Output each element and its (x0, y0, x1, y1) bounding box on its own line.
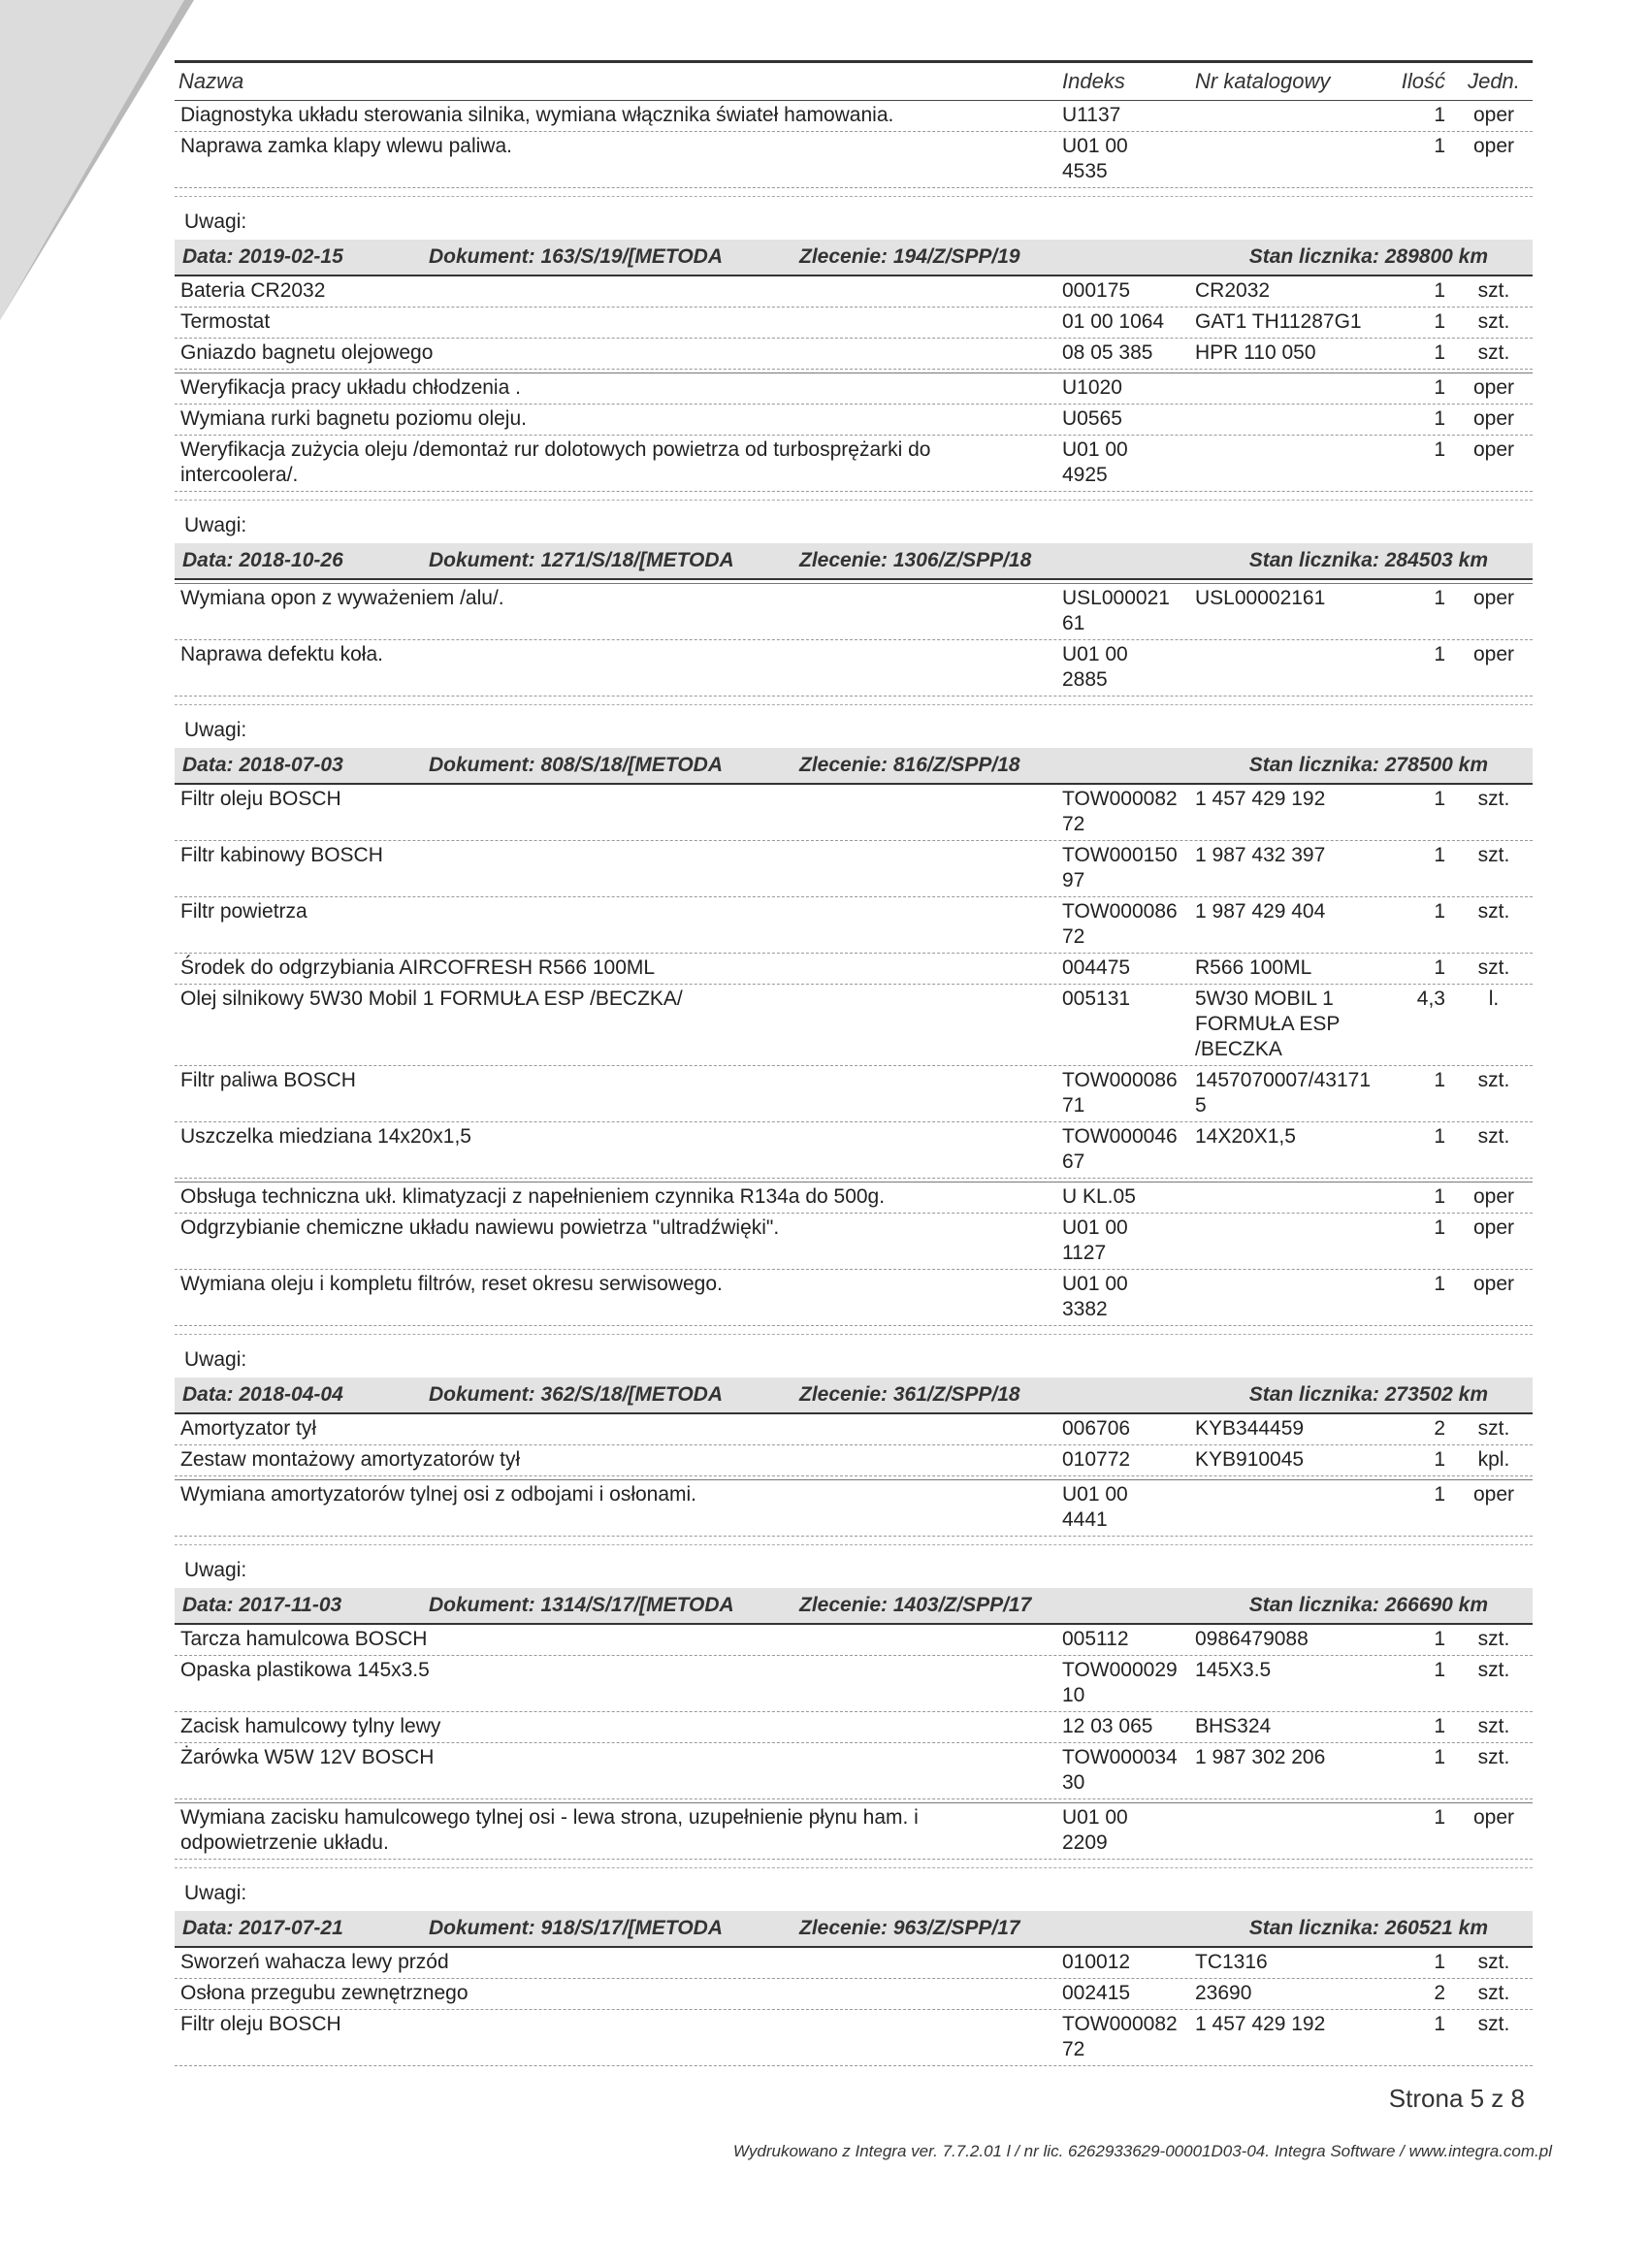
service-header (175, 1588, 1533, 1625)
item-unit: szt. (1477, 844, 1510, 866)
labor-row (175, 405, 1533, 436)
part-row (175, 1712, 1533, 1743)
item-index: 004475 (1062, 956, 1131, 979)
service-document: Dokument: 1271/S/18/[METODA (429, 549, 734, 571)
part-row (175, 132, 1533, 188)
item-quantity: 1 (1434, 1746, 1445, 1768)
service-document: Dokument: 808/S/18/[METODA (429, 754, 724, 776)
item-catalog-number: 1 457 429 192 (1195, 2013, 1326, 2035)
print-footer: Wydrukowano z Integra ver. 7.7.2.01 l / nr lic. 6262933629-00001D03-04. Integra Software / www.integra.com.pl (732, 2142, 1552, 2160)
item-unit: szt. (1477, 1417, 1510, 1440)
item-catalog-number: 1 987 302 206 (1195, 1746, 1326, 1768)
item-name: Amortyzator tył (180, 1417, 317, 1440)
item-unit: oper (1472, 1806, 1515, 1829)
item-quantity: 4,3 (1416, 988, 1445, 1010)
item-name: Naprawa defektu koła. (180, 643, 383, 665)
part-row (175, 1656, 1533, 1712)
item-index: U01 00 3382 (1062, 1273, 1128, 1320)
column-catalog-header: Nr katalogowy (1195, 69, 1331, 93)
item-quantity: 1 (1434, 1069, 1445, 1091)
part-row (175, 1743, 1533, 1799)
item-name: Filtr kabinowy BOSCH (180, 844, 383, 866)
item-quantity: 1 (1434, 1448, 1445, 1471)
item-unit: szt. (1477, 900, 1510, 923)
item-index: USL000021 61 (1062, 587, 1170, 634)
item-name: Filtr powietrza (180, 900, 307, 923)
item-name: Bateria CR2032 (180, 279, 326, 302)
item-catalog-number: CR2032 (1195, 279, 1271, 302)
service-order: Zlecenie: 963/Z/SPP/17 (799, 1917, 1020, 1939)
item-index: 01 00 1064 (1062, 310, 1165, 333)
labor-row (175, 1182, 1533, 1214)
part-row (175, 1445, 1533, 1476)
service-odometer: Stan licznika: 266690 km (1248, 1594, 1488, 1616)
item-quantity: 1 (1434, 956, 1445, 979)
service-date: Data: 2018-07-03 (182, 754, 343, 776)
service-document: Dokument: 163/S/19/[METODA (429, 245, 724, 268)
item-unit: szt. (1477, 1951, 1510, 1973)
part-row (175, 954, 1533, 985)
item-unit: szt. (1477, 279, 1510, 302)
item-catalog-number: GAT1 TH11287G1 (1195, 310, 1362, 333)
item-quantity: 1 (1434, 2013, 1445, 2035)
lead-rows (175, 101, 1533, 188)
item-quantity: 1 (1434, 1951, 1445, 1973)
item-name: Filtr paliwa BOSCH (180, 1069, 356, 1091)
item-unit: oper (1472, 135, 1515, 157)
service-order: Zlecenie: 361/Z/SPP/18 (799, 1383, 1020, 1406)
item-quantity: 1 (1434, 1483, 1445, 1506)
item-name: Olej silnikowy 5W30 Mobil 1 FORMUŁA ESP /BECZKA/ (180, 988, 683, 1010)
item-quantity: 2 (1434, 1417, 1445, 1440)
item-name: Filtr oleju BOSCH (180, 2013, 341, 2035)
item-catalog-number: KYB344459 (1195, 1417, 1305, 1440)
part-row (175, 985, 1533, 1066)
remarks-label: Uwagi: (175, 1544, 1533, 1588)
item-unit: szt. (1477, 1982, 1510, 2004)
column-qty-header: Ilość (1401, 69, 1445, 93)
item-index: U01 00 4441 (1062, 1483, 1128, 1531)
service-header (175, 748, 1533, 785)
item-name: Wymiana zacisku hamulcowego tylnej osi - lewa strona, uzupełnienie płynu ham. i odpowietrzenie układu. (180, 1806, 919, 1854)
item-unit: oper (1472, 643, 1515, 665)
labor-row (175, 1479, 1533, 1537)
item-catalog-number: 1 987 432 397 (1195, 844, 1326, 866)
item-name: Weryfikacja zużycia oleju /demontaż rur dolotowych powietrza od turbosprężarki do intercoolera/. (180, 438, 931, 486)
item-catalog-number: 23690 (1195, 1982, 1252, 2004)
table-header (175, 63, 1533, 101)
service-date: Data: 2017-11-03 (182, 1594, 342, 1616)
service-document: Dokument: 1314/S/17/[METODA (429, 1594, 734, 1616)
column-unit-header: Jedn. (1468, 69, 1520, 93)
item-index: TOW000082 72 (1062, 2013, 1178, 2060)
service-date: Data: 2018-04-04 (182, 1383, 343, 1406)
item-index: 010772 (1062, 1448, 1131, 1471)
item-quantity: 1 (1434, 1806, 1445, 1829)
item-index: U0565 (1062, 407, 1122, 430)
item-index: 010012 (1062, 1951, 1131, 1973)
item-quantity: 1 (1434, 1659, 1445, 1681)
service-header (175, 240, 1533, 276)
service-odometer: Stan licznika: 289800 km (1248, 245, 1488, 268)
item-name: Odgrzybianie chemiczne układu nawiewu powietrza "ultradźwięki". (180, 1216, 780, 1239)
item-index: U01 00 2209 (1062, 1806, 1128, 1854)
item-unit: szt. (1477, 1069, 1510, 1091)
part-row (175, 339, 1533, 370)
item-unit: szt. (1477, 310, 1510, 333)
service-order: Zlecenie: 194/Z/SPP/19 (799, 245, 1020, 268)
service-document: Dokument: 362/S/18/[METODA (429, 1383, 724, 1406)
item-name: Żarówka W5W 12V BOSCH (180, 1746, 435, 1768)
item-catalog-number: USL00002161 (1195, 587, 1326, 609)
part-row (175, 1122, 1533, 1179)
item-unit: szt. (1477, 788, 1510, 810)
item-quantity: 1 (1434, 1125, 1445, 1148)
item-index: TOW000086 71 (1062, 1069, 1178, 1117)
item-quantity: 1 (1434, 310, 1445, 333)
item-catalog-number: 1457070007/43171 5 (1195, 1069, 1372, 1117)
item-unit: oper (1472, 1273, 1515, 1295)
item-name: Środek do odgrzybiania AIRCOFRESH R566 100ML (180, 956, 656, 979)
service-header (175, 1377, 1533, 1414)
remarks-label: Uwagi: (175, 704, 1533, 748)
item-catalog-number: 0986479088 (1195, 1628, 1309, 1650)
item-catalog-number: R566 100ML (1195, 956, 1312, 979)
item-unit: oper (1472, 1216, 1515, 1239)
item-name: Termostat (180, 310, 271, 333)
item-unit: kpl. (1477, 1448, 1510, 1471)
item-name: Gniazdo bagnetu olejowego (180, 341, 434, 364)
item-name: Tarcza hamulcowa BOSCH (180, 1628, 428, 1650)
item-index: TOW000034 30 (1062, 1746, 1178, 1794)
item-name: Zestaw montażowy amortyzatorów tył (180, 1448, 521, 1471)
remarks-label: Uwagi: (175, 1867, 1533, 1911)
item-index: U KL.05 (1062, 1185, 1136, 1208)
labor-row (175, 1802, 1533, 1860)
item-index: 000175 (1062, 279, 1131, 302)
item-name: Wymiana opon z wyważeniem /alu/. (180, 587, 504, 609)
item-name: Uszczelka miedziana 14x20x1,5 (180, 1125, 471, 1148)
part-row (175, 1948, 1533, 1979)
item-quantity: 1 (1434, 1185, 1445, 1208)
item-index: TOW000046 67 (1062, 1125, 1178, 1173)
item-index: 005131 (1062, 988, 1131, 1010)
service-odometer: Stan licznika: 278500 km (1248, 754, 1488, 776)
item-name: Osłona przegubu zewnętrznego (180, 1982, 469, 2004)
item-catalog-number: 14X20X1,5 (1195, 1125, 1296, 1148)
remarks-label: Uwagi: (175, 500, 1533, 543)
column-index-header: Indeks (1062, 69, 1125, 93)
item-catalog-number: 1 987 429 404 (1195, 900, 1326, 923)
service-date: Data: 2018-10-26 (182, 549, 343, 571)
service-date: Data: 2017-07-21 (182, 1917, 343, 1939)
remarks-label: Uwagi: (175, 1334, 1533, 1377)
item-name: Weryfikacja pracy układu chłodzenia . (180, 376, 521, 399)
labor-row (175, 436, 1533, 492)
item-index: U1020 (1062, 376, 1122, 399)
labor-row (175, 373, 1533, 405)
item-index: TOW000150 97 (1062, 844, 1178, 891)
item-unit: szt. (1477, 1125, 1510, 1148)
item-quantity: 1 (1434, 438, 1445, 461)
item-catalog-number: BHS324 (1195, 1715, 1272, 1737)
item-index: 08 05 385 (1062, 341, 1153, 364)
item-unit: oper (1472, 104, 1515, 126)
item-unit: szt. (1477, 1746, 1510, 1768)
item-index: U01 00 4535 (1062, 135, 1128, 182)
item-unit: oper (1472, 438, 1515, 461)
labor-row (175, 1214, 1533, 1270)
service-document: Dokument: 918/S/17/[METODA (429, 1917, 724, 1939)
item-quantity: 1 (1434, 376, 1445, 399)
item-quantity: 2 (1434, 1982, 1445, 2004)
labor-row (175, 583, 1533, 640)
item-quantity: 1 (1434, 135, 1445, 157)
part-row (175, 841, 1533, 897)
item-catalog-number: 5W30 MOBIL 1 FORMUŁA ESP /BECZKA (1195, 988, 1341, 1060)
column-name-header: Nazwa (178, 69, 244, 93)
services-list (175, 240, 1533, 2066)
service-odometer: Stan licznika: 284503 km (1248, 549, 1488, 571)
item-name: Wymiana oleju i kompletu filtrów, reset okresu serwisowego. (180, 1273, 723, 1295)
item-name: Zacisk hamulcowy tylny lewy (180, 1715, 441, 1737)
item-quantity: 1 (1434, 900, 1445, 923)
item-index: U01 00 4925 (1062, 438, 1128, 486)
item-unit: szt. (1477, 1715, 1510, 1737)
part-row (175, 1979, 1533, 2010)
part-row (175, 1625, 1533, 1656)
item-quantity: 1 (1434, 844, 1445, 866)
item-index: 006706 (1062, 1417, 1131, 1440)
service-odometer: Stan licznika: 273502 km (1248, 1383, 1488, 1406)
item-index: U01 00 1127 (1062, 1216, 1128, 1264)
item-index: 002415 (1062, 1982, 1131, 2004)
item-index: TOW000082 72 (1062, 788, 1178, 835)
item-quantity: 1 (1434, 104, 1445, 126)
service-header (175, 543, 1533, 580)
part-row (175, 2010, 1533, 2066)
part-row (175, 308, 1533, 339)
item-unit: oper (1472, 407, 1515, 430)
part-row (175, 897, 1533, 954)
item-catalog-number: HPR 110 050 (1195, 341, 1316, 364)
item-quantity: 1 (1434, 643, 1445, 665)
item-name: Sworzeń wahacza lewy przód (180, 1951, 449, 1973)
item-quantity: 1 (1434, 1273, 1445, 1295)
part-row (175, 276, 1533, 308)
item-name: Filtr oleju BOSCH (180, 788, 341, 810)
item-unit: szt. (1477, 1659, 1510, 1681)
remarks-label: Uwagi: (175, 196, 1533, 240)
item-unit: szt. (1477, 1628, 1510, 1650)
item-name: Naprawa zamka klapy wlewu paliwa. (180, 135, 512, 157)
item-unit: oper (1472, 1185, 1515, 1208)
item-name: Wymiana amortyzatorów tylnej osi z odbojami i osłonami. (180, 1483, 697, 1506)
service-order: Zlecenie: 1306/Z/SPP/18 (799, 549, 1032, 571)
item-quantity: 1 (1434, 1628, 1445, 1650)
item-catalog-number: 145X3.5 (1195, 1659, 1272, 1681)
item-catalog-number: KYB910045 (1195, 1448, 1305, 1471)
item-index: 005112 (1062, 1628, 1129, 1650)
item-unit: szt. (1477, 956, 1510, 979)
item-unit: oper (1472, 376, 1515, 399)
service-order: Zlecenie: 1403/Z/SPP/17 (799, 1594, 1032, 1616)
item-catalog-number: 1 457 429 192 (1195, 788, 1326, 810)
item-index: TOW000086 72 (1062, 900, 1178, 948)
labor-row (175, 640, 1533, 697)
item-unit: oper (1472, 1483, 1515, 1506)
item-unit: szt. (1477, 341, 1510, 364)
page-number: Strona 5 z 8 (1388, 2084, 1525, 2113)
service-odometer: Stan licznika: 260521 km (1248, 1917, 1488, 1939)
item-unit: oper (1472, 587, 1515, 609)
item-name: Wymiana rurki bagnetu poziomu oleju. (180, 407, 527, 430)
service-header (175, 1911, 1533, 1948)
item-unit: l. (1488, 988, 1500, 1010)
part-row (175, 101, 1533, 132)
item-quantity: 1 (1434, 279, 1445, 302)
item-quantity: 1 (1434, 788, 1445, 810)
part-row (175, 785, 1533, 841)
item-index: U01 00 2885 (1062, 643, 1128, 691)
service-date: Data: 2019-02-15 (182, 245, 343, 268)
item-name: Opaska plastikowa 145x3.5 (180, 1659, 430, 1681)
item-catalog-number: TC1316 (1195, 1951, 1268, 1973)
item-index: U1137 (1062, 104, 1121, 126)
item-quantity: 1 (1434, 341, 1445, 364)
item-quantity: 1 (1434, 1216, 1445, 1239)
folded-corner-fill (0, 0, 184, 320)
item-quantity: 1 (1434, 1715, 1445, 1737)
item-quantity: 1 (1434, 407, 1445, 430)
item-quantity: 1 (1434, 587, 1445, 609)
part-row (175, 1066, 1533, 1122)
item-name: Diagnostyka układu sterowania silnika, wymiana włącznika świateł hamowania. (180, 104, 894, 126)
item-name: Obsługa techniczna ukł. klimatyzacji z napełnieniem czynnika R134a do 500g. (180, 1185, 886, 1208)
labor-row (175, 1270, 1533, 1326)
service-order: Zlecenie: 816/Z/SPP/18 (799, 754, 1020, 776)
part-row (175, 1414, 1533, 1445)
item-unit: szt. (1477, 2013, 1510, 2035)
item-index: 12 03 065 (1062, 1715, 1153, 1737)
item-index: TOW000029 10 (1062, 1659, 1178, 1706)
service-history-table (175, 60, 1533, 2066)
